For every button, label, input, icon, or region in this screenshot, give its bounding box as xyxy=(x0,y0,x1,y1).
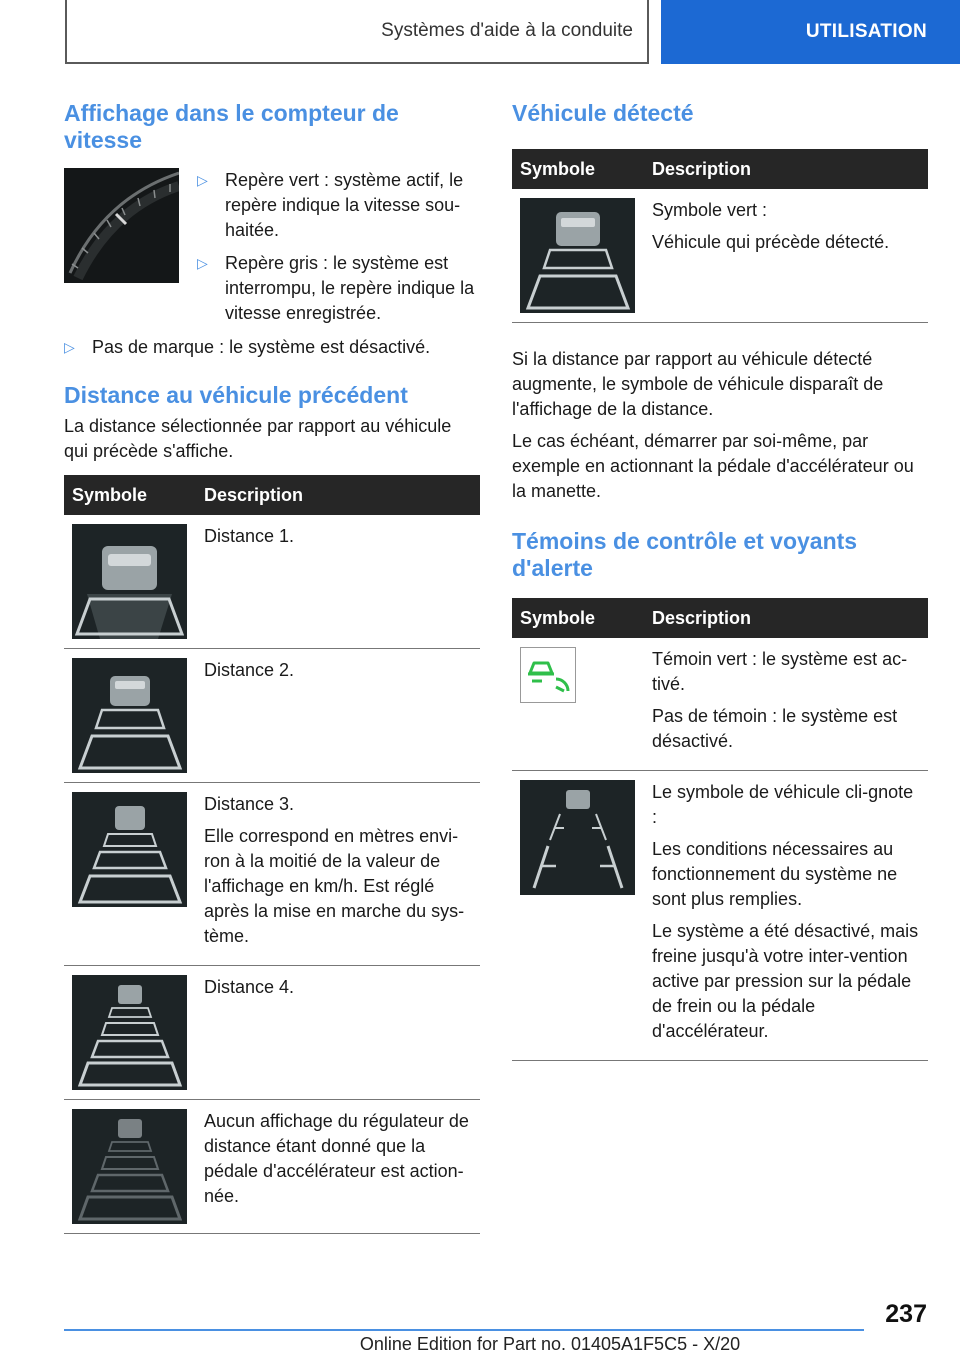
bullet-text: Pas de marque : le système est désactivé. xyxy=(92,337,431,357)
speedometer-image xyxy=(64,168,179,283)
col-header-symbol: Symbole xyxy=(512,598,644,638)
paragraph-start-manually: Le cas échéant, démarrer par soi-même, par exemple en actionnant la pédale d'accélérateur ou la manette. xyxy=(512,431,914,501)
row-text: Témoin vert : le système est ac-tivé. xyxy=(652,649,908,694)
table-row xyxy=(64,966,480,1100)
page-number: 237 xyxy=(885,1300,927,1328)
header-section-tab xyxy=(65,0,649,64)
distance-inactive-icon xyxy=(72,1109,187,1224)
green-acc-indicator-icon xyxy=(520,647,576,703)
vehicle-detected-icon xyxy=(520,198,635,313)
vehicle-detected-table xyxy=(512,149,928,323)
distance-3-icon xyxy=(72,792,187,907)
col-header-description: Description xyxy=(644,598,928,638)
warning-lights-table xyxy=(512,598,928,1061)
table-row xyxy=(64,515,480,649)
row-text-detail: Pas de témoin : le système est désactivé. xyxy=(652,706,898,751)
table-row xyxy=(64,649,480,783)
header-section-title: Systèmes d'aide à la conduite xyxy=(381,20,633,41)
bullet-no-marker xyxy=(64,335,480,360)
row-text-detail: Véhicule qui précède détecté. xyxy=(652,232,890,252)
distance-table xyxy=(64,475,480,1234)
bullet-grey-marker xyxy=(197,251,480,326)
row-text: Symbole vert : xyxy=(652,200,768,220)
table-row xyxy=(64,783,480,966)
paragraph-distance-increase: Si la distance par rapport au véhicule détecté augmente, le symbole de véhicule disparaît de l'affichage de la distance. xyxy=(512,349,884,419)
triangle-bullet-icon: ▷ xyxy=(197,172,208,188)
vehicle-blinking-icon xyxy=(520,780,635,895)
row-text: Distance 4. xyxy=(204,977,295,997)
triangle-bullet-icon: ▷ xyxy=(197,255,208,271)
header-chapter-title: UTILISATION xyxy=(805,21,927,42)
distance-1-icon xyxy=(72,524,187,639)
speedometer-block xyxy=(64,168,480,326)
section-title-vehicle-detected: Véhicule détecté xyxy=(512,100,694,126)
row-text: Le symbole de véhicule cli-gnote : xyxy=(652,782,914,827)
col-header-description: Description xyxy=(196,475,480,515)
footer-rule xyxy=(64,1329,864,1331)
table-row xyxy=(512,638,928,771)
bullet-green-marker xyxy=(197,168,480,243)
distance-4-icon xyxy=(72,975,187,1090)
row-text: Distance 1. xyxy=(204,526,295,546)
bullet-text: Repère vert : système actif, le repère indique la vitesse sou-haitée. xyxy=(225,170,464,240)
row-text: Distance 2. xyxy=(204,660,295,680)
bullet-text: Repère gris : le système est interrompu, le repère indique la vitesse enregistrée. xyxy=(225,253,475,323)
distance-2-icon xyxy=(72,658,187,773)
triangle-bullet-icon: ▷ xyxy=(64,339,75,355)
section-title-distance: Distance au véhicule précédent xyxy=(64,382,408,408)
header-chapter-tab xyxy=(661,0,960,64)
table-row xyxy=(512,771,928,1061)
edition-note: Online Edition for Part no. 01405A1F5C5 - X/20 xyxy=(359,1334,741,1354)
section-title-speedometer: Affichage dans le compteur de vitesse xyxy=(64,100,399,153)
row-text-detail: Elle correspond en mètres envi-ron à la moitié de la valeur de l'affichage en km/h. Est réglé après la mise en marche du sys-tème. xyxy=(204,826,465,946)
table-row xyxy=(512,189,928,323)
row-text: Distance 3. xyxy=(204,794,295,814)
left-column xyxy=(64,100,480,1234)
distance-intro: La distance sélectionnée par rapport au véhicule qui précède s'affiche. xyxy=(64,416,452,461)
col-header-symbol: Symbole xyxy=(64,475,196,515)
row-text-detail: Le système a été désactivé, mais freine jusqu'à votre inter-vention active par pression sur la pédale de frein ou la pédale d'accélérateur. xyxy=(652,921,919,1041)
row-text: Aucun affichage du régulateur de distance étant donné que la pédale d'accélérateur est action-née. xyxy=(204,1111,469,1206)
table-row xyxy=(64,1100,480,1234)
section-title-warning-lights: Témoins de contrôle et voyants d'alerte xyxy=(512,528,858,581)
col-header-description: Description xyxy=(644,149,928,189)
row-text-detail: Les conditions nécessaires au fonctionnement du système ne sont plus remplies. xyxy=(652,839,898,909)
col-header-symbol: Symbole xyxy=(512,149,644,189)
right-column xyxy=(512,100,928,1061)
